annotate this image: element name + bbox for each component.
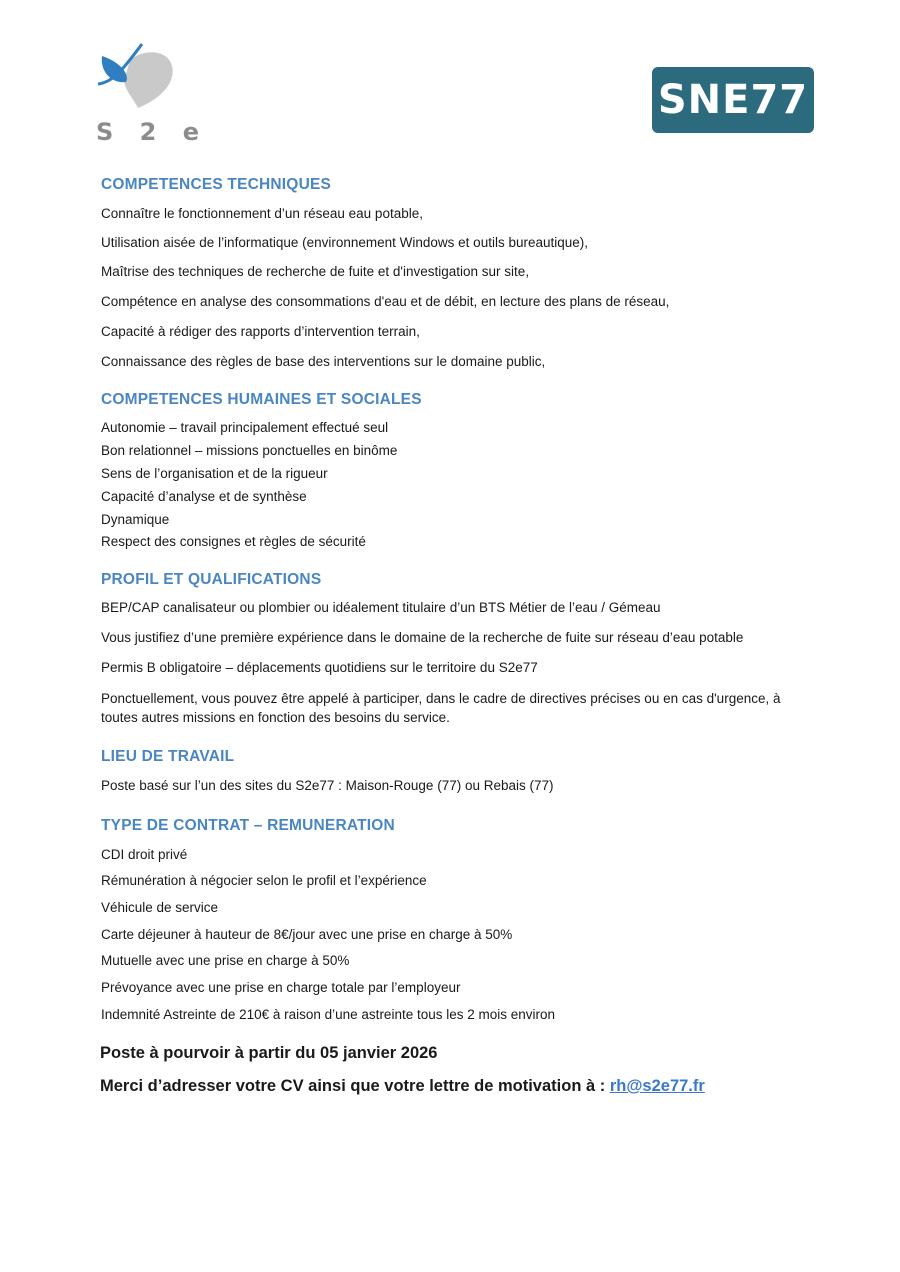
list-item: Prévoyance avec une prise en charge totale par l’employeur <box>101 980 461 995</box>
list-item: CDI droit privé <box>101 847 188 862</box>
start-date: Poste à pourvoir à partir du 05 janvier 2026 <box>100 1044 438 1062</box>
sne77-logo: SNE77 <box>652 67 814 133</box>
list-item: Bon relationnel – missions ponctuelles en binôme <box>101 443 398 458</box>
list-item: Autonomie – travail principalement effectué seul <box>101 420 389 435</box>
list-item: Respect des consignes et règles de sécurité <box>101 534 366 549</box>
list-item: Carte déjeuner à hauteur de 8€/jour avec une prise en charge à 50% <box>101 927 513 942</box>
list-item: Sens de l’organisation et de la rigueur <box>101 466 328 481</box>
list-item: Connaissance des règles de base des interventions sur le domaine public, <box>101 354 546 369</box>
apply-line <box>100 1077 705 1096</box>
s2e-logo-text: S 2 e <box>96 118 208 146</box>
section-title-profile: PROFIL ET QUALIFICATIONS <box>101 571 322 588</box>
section-title-contract: TYPE DE CONTRAT – REMUNERATION <box>101 817 395 834</box>
list-item: Capacité à rédiger des rapports d’intervention terrain, <box>101 324 420 339</box>
list-item: Permis B obligatoire – déplacements quotidiens sur le territoire du S2e77 <box>101 660 538 675</box>
list-item: Dynamique <box>101 512 170 527</box>
list-item: Véhicule de service <box>101 900 219 915</box>
email-link[interactable]: rh@s2e77.fr <box>609 1077 705 1095</box>
list-item: Poste basé sur l’un des sites du S2e77 : Maison-Rouge (77) ou Rebais (77) <box>101 778 554 793</box>
list-item: Capacité d’analyse et de synthèse <box>101 489 307 504</box>
section-title-human: COMPETENCES HUMAINES ET SOCIALES <box>101 391 422 408</box>
list-item: Indemnité Astreinte de 210€ à raison d’une astreinte tous les 2 mois environ <box>101 1007 556 1022</box>
list-item: Mutuelle avec une prise en charge à 50% <box>101 953 350 968</box>
section-title-tech: COMPETENCES TECHNIQUES <box>101 176 332 193</box>
list-item: BEP/CAP canalisateur ou plombier ou idéalement titulaire d’un BTS Métier de l’eau / Gémeau <box>101 600 661 615</box>
list-item: Connaître le fonctionnement d’un réseau eau potable, <box>101 206 423 221</box>
list-item: Utilisation aisée de l’informatique (environnement Windows et outils bureautique), <box>101 235 589 250</box>
list-item: Maîtrise des techniques de recherche de fuite et d'investigation sur site, <box>101 264 530 279</box>
list-item: Ponctuellement, vous pouvez être appelé à participer, dans le cadre de directives précises ou en cas d'urgence, à toutes autres missions en fonction des besoins du service. <box>101 691 781 725</box>
apply-text: Merci d’adresser votre CV ainsi que votre lettre de motivation à : <box>100 1077 610 1095</box>
section-title-location: LIEU DE TRAVAIL <box>101 748 235 765</box>
list-item: Vous justifiez d’une première expérience dans le domaine de la recherche de fuite sur réseau d’eau potable <box>101 630 744 645</box>
list-item: Rémunération à négocier selon le profil et l’expérience <box>101 873 427 888</box>
list-item: Compétence en analyse des consommations d'eau et de débit, en lecture des plans de réseau, <box>101 294 670 309</box>
